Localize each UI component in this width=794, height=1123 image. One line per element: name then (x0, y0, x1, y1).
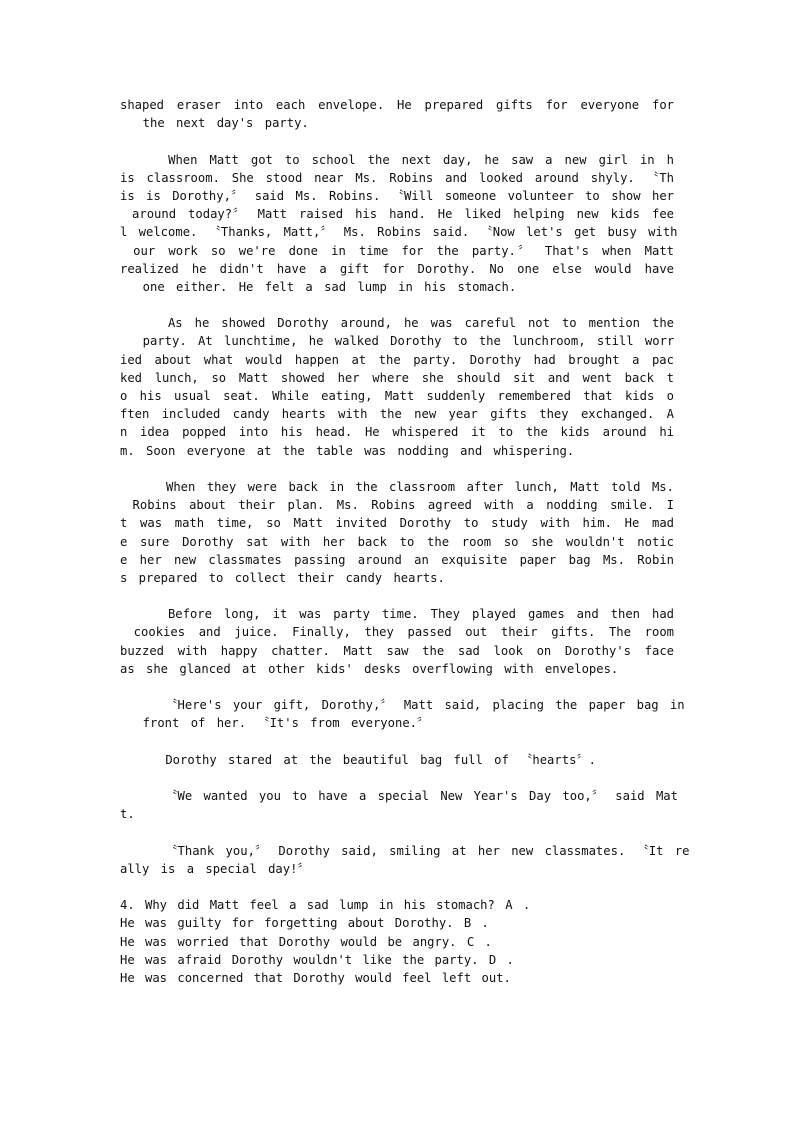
paragraph (120, 696, 685, 732)
text-line: one either. He felt a sad lump in his stomach. (120, 279, 517, 294)
text-line: Dorothy stared at the beautiful bag full of 〝hearts〞. (120, 752, 596, 767)
answer-option: He was concerned that Dorothy would feel left out. (120, 971, 511, 985)
text-line: Robins about their plan. Ms. Robins agreed with a nodding smile. I (120, 498, 674, 513)
text-line: As he showed Dorothy around, he was careful not to mention the (120, 316, 674, 331)
paragraph-gap (120, 460, 674, 478)
paragraph-gap (120, 824, 674, 842)
text-line: is is Dorothy,〞 said Ms. Robins. 〝Will someone volunteer to show her (120, 188, 674, 203)
text-line: cookies and juice. Finally, they passed out their gifts. The room (120, 625, 674, 640)
paragraph-gap (120, 296, 674, 314)
paragraph-gap (120, 132, 674, 150)
text-line: shaped eraser into each envelope. He prepared gifts for everyone for (120, 98, 674, 112)
text-line: realized he didn't have a gift for Dorothy. No one else would have (120, 261, 674, 276)
text-line: o his usual seat. While eating, Matt suddenly remembered that kids o (120, 389, 674, 403)
text-line: 〝Here's your gift, Dorothy,〞 Matt said, placing the paper bag in (120, 698, 685, 713)
question-stem: 4. Why did Matt feel a sad lump in his stomach? A . (120, 898, 531, 913)
text-line: s prepared to collect their candy hearts. (120, 570, 445, 585)
question-block (120, 896, 674, 987)
answer-option: He was worried that Dorothy would be angry. C . (120, 934, 492, 949)
text-line: front of her. 〝It's from everyone.〞 (120, 716, 430, 731)
paragraph (120, 151, 678, 297)
paragraph (120, 751, 674, 769)
paragraph (120, 96, 674, 132)
text-line: t was math time, so Matt invited Dorothy to study with him. He mad (120, 516, 674, 531)
paragraph (120, 605, 674, 678)
spacer (120, 878, 674, 896)
text-line: When they were back in the classroom after lunch, Matt told Ms. (120, 479, 674, 494)
text-line: e sure Dorothy sat with her back to the room so she wouldn't notic (120, 534, 674, 549)
text-line: t. (120, 807, 135, 822)
story-text (120, 96, 690, 878)
text-line: l welcome. 〝Thanks, Matt,〞 Ms. Robins said. 〝Now let's get busy with (120, 225, 678, 240)
paragraph (120, 787, 678, 823)
text-line: around today?〞 Matt raised his hand. He liked helping new kids fee (120, 207, 674, 222)
paragraph-gap (120, 678, 674, 696)
text-line: buzzed with happy chatter. Matt saw the sad look on Dorothy's face (120, 643, 674, 658)
paragraph-gap (120, 587, 674, 605)
text-line: Before long, it was party time. They played games and then had (120, 607, 674, 622)
paragraph-gap (120, 733, 674, 751)
text-line: is classroom. She stood near Ms. Robins and looked around shyly. 〝Th (120, 170, 674, 185)
text-line: 〝We wanted you to have a special New Year's Day too,〞 said Mat (120, 789, 678, 804)
text-line: our work so we're done in time for the party.〞 That's when Matt (120, 243, 674, 258)
text-line: ften included candy hearts with the new year gifts they exchanged. A (120, 407, 674, 422)
paragraph (120, 842, 690, 878)
answer-option: He was guilty for forgetting about Dorothy. B . (120, 916, 489, 931)
text-line: ied about what would happen at the party. Dorothy had brought a pac (120, 352, 674, 367)
text-line: as she glanced at other kids' desks overflowing with envelopes. (120, 661, 619, 676)
answer-option: He was afraid Dorothy wouldn't like the party. D . (120, 952, 514, 967)
paragraph (120, 314, 674, 460)
text-line: m. Soon everyone at the table was nodding and whispering. (120, 443, 575, 458)
text-line: 〝Thank you,〞 Dorothy said, smiling at her new classmates. 〝It re (120, 843, 690, 858)
text-line: ally is a special day!〞 (120, 861, 310, 876)
text-line: the next day's party. (120, 116, 309, 131)
text-line: party. At lunchtime, he walked Dorothy to the lunchroom, still worr (120, 334, 675, 349)
paragraph (120, 478, 674, 587)
text-line: When Matt got to school the next day, he saw a new girl in h (120, 152, 674, 167)
paragraph-gap (120, 769, 674, 787)
text-line: e her new classmates passing around an exquisite paper bag Ms. Robin (120, 552, 674, 567)
text-line: n idea popped into his head. He whispered it to the kids around hi (120, 425, 674, 440)
text-line: ked lunch, so Matt showed her where she should sit and went back t (120, 370, 674, 385)
